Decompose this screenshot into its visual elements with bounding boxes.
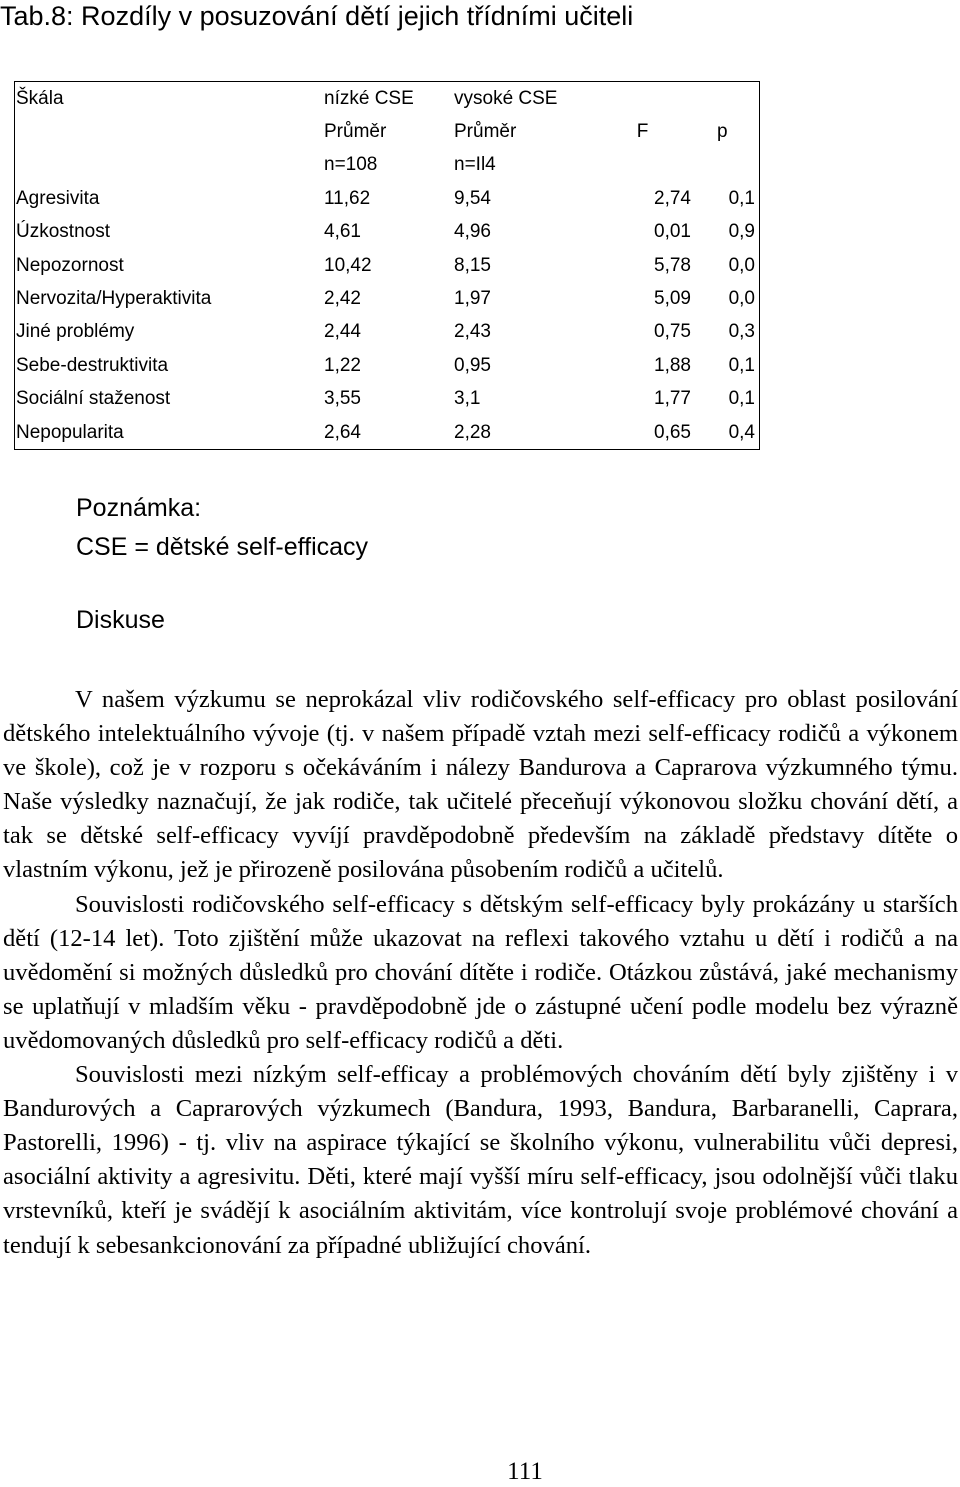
high-cse-mean-cell: 4,96 [454, 221, 491, 243]
high-cse-mean-cell: 3,1 [454, 388, 481, 410]
header-cell: n=Il4 [454, 154, 496, 176]
table-row [15, 182, 759, 215]
paragraph: Souvislosti rodičovského self-efficacy s dětským self-efficacy byly prokázány u starších dětí (12-14 let). Toto zjištění může ukazovat na reflexi takového vztahu u dětí i rodičů a na uvědomění si možných důsledků pro chování dítěte i rodiče. Otázkou zůstává, jaké mechanismy se uplatňují v mladším věku - pravděpodobně jde o zástupné učení podle modelu bez výrazně uvědomovaných důsledků pro self-efficacy rodičů a děti. [3, 890, 958, 1054]
high-cse-mean-cell: 1,97 [454, 288, 491, 310]
low-cse-mean-cell: 1,22 [324, 354, 361, 376]
f-value-cell: 5,09 [654, 288, 691, 310]
f-value-cell: 0,01 [654, 221, 691, 243]
discussion-body [3, 683, 958, 1263]
header-cell: Škála [16, 87, 64, 109]
f-value-cell: 2,74 [654, 187, 691, 209]
p-value-cell: 0,3 [728, 321, 755, 343]
f-value-cell: 0,75 [654, 321, 691, 343]
low-cse-mean-cell: 2,64 [324, 421, 361, 443]
p-value-cell: 0,9 [728, 221, 755, 243]
table-row [15, 249, 759, 282]
f-value-cell: 1,88 [654, 354, 691, 376]
high-cse-mean-cell: 8,15 [454, 254, 491, 276]
high-cse-mean-cell: 9,54 [454, 187, 491, 209]
f-value-cell: 5,78 [654, 254, 691, 276]
table-row [15, 216, 759, 249]
header-cell: Průměr [324, 121, 387, 143]
table-header-row [15, 115, 759, 148]
table-row [15, 316, 759, 349]
results-table [14, 81, 760, 450]
table-header-row [15, 149, 759, 182]
table-header-row [15, 82, 759, 115]
table-caption: Tab.8: Rozdíly v posuzování dětí jejich třídními učiteli [0, 1, 634, 31]
scale-cell: Nervozita/Hyperaktivita [16, 288, 212, 310]
header-cell: Průměr [454, 121, 517, 143]
table-row [15, 349, 759, 382]
page-number: 111 [507, 1458, 543, 1485]
low-cse-mean-cell: 11,62 [324, 187, 371, 209]
note-label: Poznámka: [76, 494, 202, 522]
p-value-cell: 0,1 [728, 354, 755, 376]
header-cell: vysoké CSE [454, 87, 558, 109]
high-cse-mean-cell: 2,28 [454, 421, 491, 443]
p-value-cell: 0,0 [728, 288, 755, 310]
p-value-cell: 0,4 [728, 421, 755, 443]
table-row [15, 383, 759, 416]
section-title: Diskuse [76, 606, 165, 634]
scale-cell: Úzkostnost [16, 221, 110, 243]
low-cse-mean-cell: 2,44 [324, 321, 361, 343]
p-value-cell: 0,1 [728, 187, 755, 209]
low-cse-mean-cell: 10,42 [324, 254, 372, 276]
scale-cell: Sebe-destruktivita [16, 354, 169, 376]
header-cell: p [717, 121, 728, 143]
note-text: CSE = dětské self-efficacy [76, 533, 369, 561]
table-row [15, 282, 759, 315]
p-value-cell: 0,1 [728, 388, 755, 410]
high-cse-mean-cell: 0,95 [454, 354, 491, 376]
low-cse-mean-cell: 2,42 [324, 288, 361, 310]
header-cell: n=108 [324, 154, 378, 176]
paragraph: Souvislosti mezi nízkým self-efficay a problémových chováním dětí byly zjištěny i v Bandurových a Caprarových výzkumech (Bandura, 1993, Bandura, Barbaranelli, Caprara, Pastorelli, 1996) - tj. vliv na aspirace týkající se školního výkonu, vulnerabilitu vůči depresi, asociální aktivity a agresivitu. Děti, které mají vyšší míru self-efficacy, jsou odolnější vůči tlaku vrstevníků, kteří je svádějí k asociálním aktivitám, více kontrolují svoje problémové chování a tendují k sebesankcionování za případné ubližující chování. [3, 1061, 958, 1259]
low-cse-mean-cell: 4,61 [324, 221, 361, 243]
header-cell: F [636, 121, 649, 143]
high-cse-mean-cell: 2,43 [454, 321, 491, 343]
scale-cell: Jiné problémy [16, 321, 135, 343]
scale-cell: Nepopularita [16, 421, 124, 443]
scale-cell: Nepozornost [16, 254, 124, 276]
scale-cell: Agresivita [16, 187, 100, 209]
scale-cell: Sociální staženost [16, 388, 171, 410]
f-value-cell: 0,65 [654, 421, 691, 443]
low-cse-mean-cell: 3,55 [324, 388, 361, 410]
table-row [15, 416, 759, 449]
p-value-cell: 0,0 [728, 254, 755, 276]
f-value-cell: 1,77 [654, 388, 691, 410]
paragraph: V našem výzkumu se neprokázal vliv rodičovského self-efficacy pro oblast posilování dětského intelektuálního vývoje (tj. v našem případě vztah mezi self-efficacy rodičů a výkonem ve škole), což je v rozporu s očekáváním i nálezy Bandurova a Caprarova výzkumného týmu. Naše výsledky naznačují, že jak rodiče, tak učitelé přeceňují výkonovou složku chování dětí, a tak se dětské self-efficacy vyvíjí pravděpodobně především na základě představy dítěte o vlastním výkonu, jež je přirozeně posilována působením rodičů a učitelů. [3, 686, 958, 884]
header-cell: nízké CSE [324, 87, 414, 109]
